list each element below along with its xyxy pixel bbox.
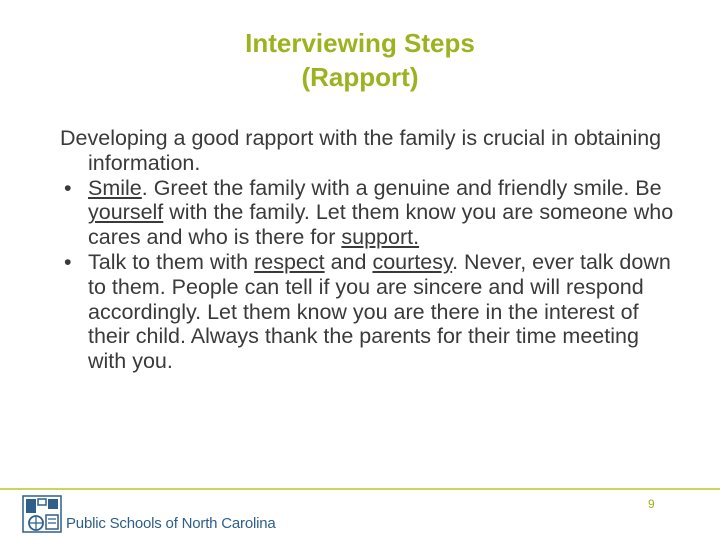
bullet-text: . Greet the family with a genuine and friendly smile. Be bbox=[141, 175, 662, 200]
slide-body bbox=[60, 126, 680, 374]
bullet-dot: • bbox=[64, 249, 72, 274]
org-name: Public Schools of North Carolina bbox=[66, 515, 276, 532]
intro-paragraph: Developing a good rapport with the family is crucial in obtaining information. bbox=[60, 126, 662, 175]
keyword-courtesy: courtesy bbox=[372, 249, 453, 274]
keyword-respect: respect bbox=[254, 249, 325, 274]
bullet-text: Talk to them with bbox=[88, 249, 255, 274]
page-number: 9 bbox=[648, 497, 655, 511]
bullet-text: and bbox=[324, 249, 373, 274]
title-line-2: (Rapport) bbox=[301, 62, 419, 92]
dpi-logo-icon bbox=[22, 495, 62, 533]
bullet-dot: • bbox=[64, 175, 72, 200]
footer-rule bbox=[0, 488, 720, 490]
keyword-support: support. bbox=[341, 225, 420, 250]
bullet-respect bbox=[60, 250, 680, 374]
bullet-smile bbox=[60, 176, 680, 250]
bullet-text: with the family. Let them know you are someone who cares and who is there for bbox=[88, 200, 674, 250]
slide-title bbox=[0, 26, 720, 94]
title-line-1: Interviewing Steps bbox=[245, 28, 475, 58]
keyword-yourself: yourself bbox=[88, 200, 164, 225]
keyword-smile: Smile bbox=[88, 175, 142, 200]
bullet-text: . Never, ever talk down to them. People can tell if you are sincere and will respond accordingly. Let them know you are there in the interest of their child. Always thank the parents for their time meeting with you. bbox=[88, 249, 671, 374]
